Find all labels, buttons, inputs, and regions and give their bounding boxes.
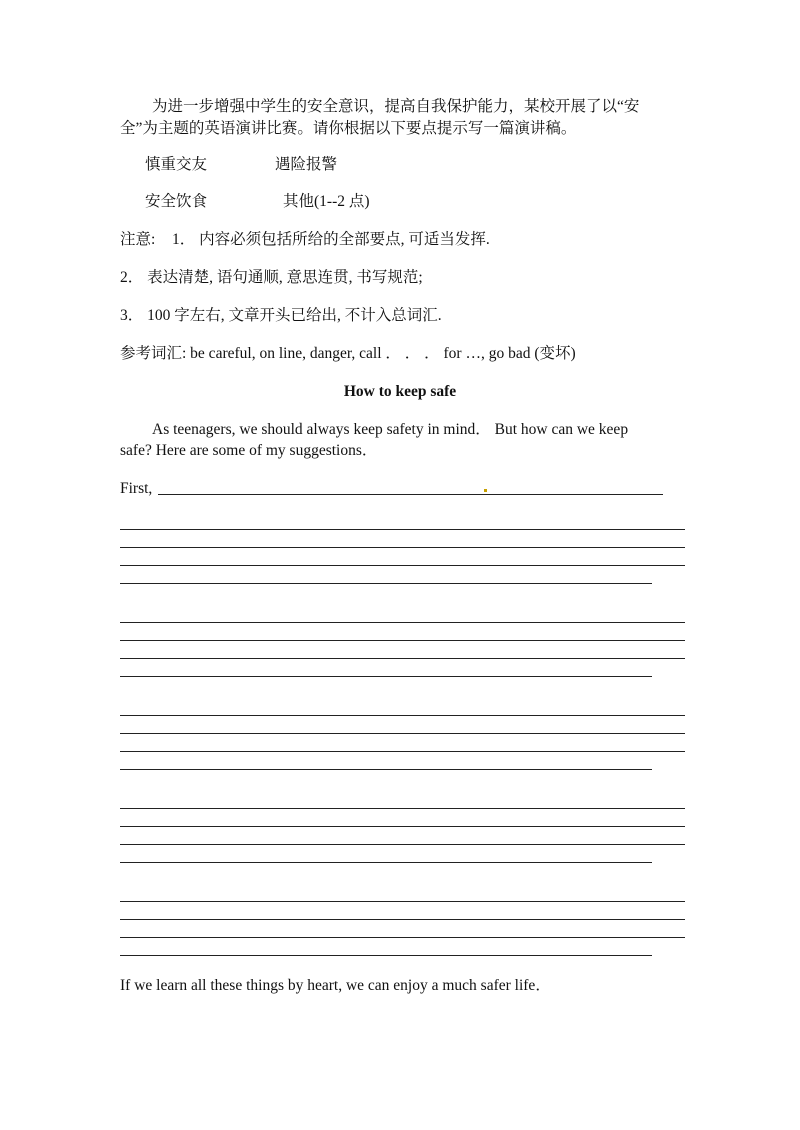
writing-line[interactable] xyxy=(120,658,685,659)
writing-line[interactable] xyxy=(120,862,652,863)
writing-line[interactable] xyxy=(120,808,685,809)
closing-line: If we learn all these things by heart, we can enjoy a much safer life． xyxy=(120,977,551,994)
note-2: 2． 表达清楚, 语句通顺, 意思连贯, 书写规范; xyxy=(120,269,423,286)
writing-line[interactable] xyxy=(120,733,685,734)
writing-line[interactable] xyxy=(120,583,652,584)
writing-line[interactable] xyxy=(120,676,652,677)
first-answer-line[interactable] xyxy=(158,494,663,495)
writing-line[interactable] xyxy=(120,565,685,566)
note-3: 3． 100 字左右, 文章开头已给出, 不计入总词汇. xyxy=(120,307,442,324)
writing-line[interactable] xyxy=(120,751,685,752)
note-1: 1． 内容必须包括所给的全部要点, 可适当发挥. xyxy=(172,231,490,248)
writing-line[interactable] xyxy=(120,955,652,956)
yellow-dot-mark xyxy=(484,489,487,492)
writing-line[interactable] xyxy=(120,547,685,548)
first-label: First, xyxy=(120,480,153,497)
writing-line[interactable] xyxy=(120,622,685,623)
point-1: 慎重交友 xyxy=(145,156,208,173)
writing-line[interactable] xyxy=(120,640,685,641)
intro-line-1: 为进一步增强中学生的安全意识，提高自我保护能力，某校开展了以“安 xyxy=(152,98,640,115)
opening-line-2: safe? Here are some of my suggestions． xyxy=(120,442,378,459)
point-3: 安全饮食 xyxy=(145,193,208,210)
writing-line[interactable] xyxy=(120,901,685,902)
vocab-line: 参考词汇: be careful, on line, danger, call ． ． ． for …, go bad (变坏) xyxy=(120,345,576,362)
writing-line[interactable] xyxy=(120,919,685,920)
notes-label: 注意: xyxy=(120,231,156,248)
point-4: 其他(1--2 点) xyxy=(283,193,370,210)
intro-line-2: 全”为主题的英语演讲比赛。请你根据以下要点提示写一篇演讲稿。 xyxy=(120,120,577,137)
writing-line[interactable] xyxy=(120,715,685,716)
writing-line[interactable] xyxy=(120,769,652,770)
essay-title: How to keep safe xyxy=(343,383,457,400)
writing-line[interactable] xyxy=(120,529,685,530)
opening-line-1: As teenagers, we should always keep safety in mind． But how can we keep xyxy=(152,421,629,438)
writing-line[interactable] xyxy=(120,826,685,827)
point-2: 遇险报警 xyxy=(275,156,338,173)
writing-line[interactable] xyxy=(120,844,685,845)
writing-line[interactable] xyxy=(120,937,685,938)
